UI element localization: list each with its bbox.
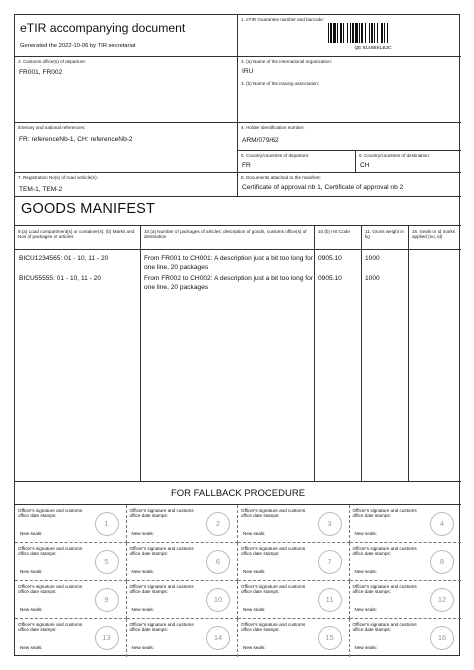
stamp-seals-label: New seals: bbox=[243, 569, 266, 574]
stamp-signature-label: Officer's signature and customs office date stamps: bbox=[18, 622, 83, 633]
intl-org-label: 3. (a) Name of the international organization: bbox=[241, 59, 332, 64]
customs-departure-label: 2. Customs office(s) of departure: bbox=[18, 59, 87, 64]
stamp-signature-label: Officer's signature and customs office date stamps: bbox=[352, 546, 417, 557]
stamp-number-circle: 12 bbox=[430, 588, 454, 612]
registration-box bbox=[15, 173, 238, 197]
stamp-box bbox=[238, 543, 350, 581]
stamp-signature-label: Officer's signature and customs office date stamps: bbox=[352, 508, 417, 519]
stamp-number-circle: 10 bbox=[206, 588, 230, 612]
stamp-seals-label: New seals: bbox=[354, 569, 377, 574]
registration-label: 7. Registration No(s) of road vehicle(s): bbox=[18, 175, 98, 180]
stamp-seals-label: New seals: bbox=[20, 569, 43, 574]
stamp-signature-label: Officer's signature and customs office date stamps: bbox=[241, 584, 306, 595]
customs-departure-value: FR001, FR002 bbox=[19, 69, 63, 76]
col-weight bbox=[362, 250, 409, 481]
fallback-title-box bbox=[15, 482, 461, 505]
row2-hs: 0905.10 bbox=[318, 275, 342, 282]
country-departure-label: 5. Country/countries of departure: bbox=[241, 153, 310, 158]
stamp-number-circle: 4 bbox=[430, 512, 454, 536]
registration-value: TEM-1, TEM-2 bbox=[19, 186, 63, 193]
stamp-number-circle: 3 bbox=[318, 512, 342, 536]
intl-org-box bbox=[238, 57, 461, 79]
manifest-title-box bbox=[15, 197, 461, 226]
stamp-number-circle: 9 bbox=[95, 588, 119, 612]
stamp-box bbox=[15, 619, 127, 657]
col-hs bbox=[315, 250, 362, 481]
stamp-seals-label: New seals: bbox=[131, 531, 154, 536]
country-destination-label: 6. Country/countries of destination: bbox=[359, 153, 430, 158]
stamp-signature-label: Officer's signature and customs office date stamps: bbox=[129, 584, 194, 595]
row2-weight: 1000 bbox=[365, 275, 380, 282]
issuing-assoc-box bbox=[238, 79, 461, 123]
stamp-seals-label: New seals: bbox=[354, 607, 377, 612]
intl-org-value: IRU bbox=[242, 68, 254, 75]
country-departure-value: FR bbox=[242, 162, 251, 169]
itinerary-label: Itinerary and national references: bbox=[18, 125, 86, 130]
manifest-body bbox=[15, 250, 461, 482]
stamp-seals-label: New seals: bbox=[243, 645, 266, 650]
stamp-seals-label: New seals: bbox=[354, 531, 377, 536]
stamp-signature-label: Officer's signature and customs office date stamps: bbox=[241, 508, 306, 519]
issuing-assoc-label: 3. (b) Name of the issuing association: bbox=[241, 81, 320, 86]
barcode bbox=[328, 23, 418, 43]
fallback-stamp-grid bbox=[15, 505, 461, 657]
stamp-box bbox=[127, 543, 239, 581]
stamp-seals-label: New seals: bbox=[20, 645, 43, 650]
stamp-box bbox=[350, 581, 462, 619]
manifest-header-row bbox=[15, 226, 461, 250]
stamp-number-circle: 7 bbox=[318, 550, 342, 574]
stamp-number-circle: 15 bbox=[318, 626, 342, 650]
stamp-seals-label: New seals: bbox=[243, 607, 266, 612]
stamp-seals-label: New seals: bbox=[243, 531, 266, 536]
stamp-signature-label: Officer's signature and customs office date stamps: bbox=[129, 508, 194, 519]
stamp-signature-label: Officer's signature and customs office date stamps: bbox=[18, 584, 83, 595]
stamp-seals-label: New seals: bbox=[131, 645, 154, 650]
generated-text: Generated the 2022-10-06 by TIR secretariat bbox=[20, 43, 136, 49]
country-destination-value: CH bbox=[360, 162, 370, 169]
documents-box bbox=[238, 173, 461, 197]
holder-id-box bbox=[238, 123, 461, 151]
barcode-text: QE 8146BKLBJC bbox=[354, 46, 392, 51]
stamp-box bbox=[238, 581, 350, 619]
itinerary-box bbox=[15, 123, 238, 173]
stamp-number-circle: 13 bbox=[95, 626, 119, 650]
header-title-box bbox=[15, 15, 238, 57]
col-weight-header: 11. Gross weight in kg bbox=[362, 226, 409, 249]
stamp-box bbox=[127, 619, 239, 657]
col-marks bbox=[15, 250, 141, 481]
stamp-signature-label: Officer's signature and customs office date stamps: bbox=[18, 546, 83, 557]
row1-description: From FR001 to CH001: A description just a bit too long for one line, 20 packages bbox=[144, 255, 313, 271]
etir-document bbox=[14, 14, 460, 656]
holder-id-value: ARM/079/62 bbox=[242, 137, 279, 144]
stamp-box bbox=[350, 619, 462, 657]
stamp-box bbox=[127, 581, 239, 619]
stamp-box bbox=[238, 619, 350, 657]
document-title: eTIR accompanying document bbox=[20, 21, 186, 35]
stamp-seals-label: New seals: bbox=[131, 607, 154, 612]
itinerary-value: FR: referenceNb-1, CH: referenceNb-2 bbox=[19, 136, 133, 143]
documents-value: Certificate of approval nb 1, Certificate of approval nb 2 bbox=[242, 184, 404, 191]
guarantee-label: 1. eTIR Guarantee number and barcode: bbox=[241, 17, 324, 22]
stamp-signature-label: Officer's signature and customs office date stamps: bbox=[241, 622, 306, 633]
row1-weight: 1000 bbox=[365, 255, 380, 262]
country-destination-box bbox=[356, 151, 461, 173]
stamp-box bbox=[350, 505, 462, 543]
manifest-title: GOODS MANIFEST bbox=[21, 201, 156, 217]
stamp-signature-label: Officer's signature and customs office date stamps: bbox=[352, 622, 417, 633]
stamp-seals-label: New seals: bbox=[20, 531, 43, 536]
stamp-box bbox=[350, 543, 462, 581]
stamp-box bbox=[127, 505, 239, 543]
row2-marks: BICU55555: 01 - 10, 11 - 20 bbox=[19, 275, 101, 282]
col-seals-header: 16. Seals or id marks applied (no, id) bbox=[412, 229, 456, 240]
stamp-box bbox=[15, 505, 127, 543]
stamp-signature-label: Officer's signature and customs office date stamps: bbox=[352, 584, 417, 595]
stamp-number-circle: 16 bbox=[430, 626, 454, 650]
stamp-signature-label: Officer's signature and customs office date stamps: bbox=[129, 546, 194, 557]
row1-marks: BICU1234565: 01 - 10, 11 - 20 bbox=[19, 255, 109, 262]
stamp-seals-label: New seals: bbox=[354, 645, 377, 650]
fallback-title: FOR FALLBACK PROCEDURE bbox=[170, 488, 306, 499]
col-description-header: 10.(a) Number of packages of articles; description of goods, customs office(s) of destination bbox=[141, 226, 315, 249]
stamp-number-circle: 5 bbox=[95, 550, 119, 574]
documents-label: 8. Documents attached to the manifest: bbox=[241, 175, 321, 180]
col-hs-header: 10.(b) HS Code bbox=[315, 226, 362, 249]
stamp-box bbox=[238, 505, 350, 543]
country-departure-box bbox=[238, 151, 356, 173]
row2-description: From FR002 to CH002: A description just a bit too long for one line, 20 packages bbox=[144, 275, 313, 291]
stamp-number-circle: 14 bbox=[206, 626, 230, 650]
col-marks-header: 9.(a) Load compartment(s) or container(s): (b) Marks and Nos of packages or articles bbox=[15, 226, 141, 249]
stamp-number-circle: 8 bbox=[430, 550, 454, 574]
stamp-signature-label: Officer's signature and customs office date stamps: bbox=[18, 508, 83, 519]
stamp-seals-label: New seals: bbox=[20, 607, 43, 612]
stamp-number-circle: 1 bbox=[95, 512, 119, 536]
holder-id-label: 4. Holder identification number: bbox=[241, 125, 305, 130]
stamp-signature-label: Officer's signature and customs office date stamps: bbox=[129, 622, 194, 633]
stamp-seals-label: New seals: bbox=[131, 569, 154, 574]
row1-hs: 0905.10 bbox=[318, 255, 342, 262]
stamp-number-circle: 6 bbox=[206, 550, 230, 574]
stamp-number-circle: 11 bbox=[318, 588, 342, 612]
stamp-box bbox=[15, 581, 127, 619]
stamp-number-circle: 2 bbox=[206, 512, 230, 536]
customs-departure-box bbox=[15, 57, 238, 123]
stamp-signature-label: Officer's signature and customs office date stamps: bbox=[241, 546, 306, 557]
guarantee-box bbox=[238, 15, 461, 57]
stamp-box bbox=[15, 543, 127, 581]
